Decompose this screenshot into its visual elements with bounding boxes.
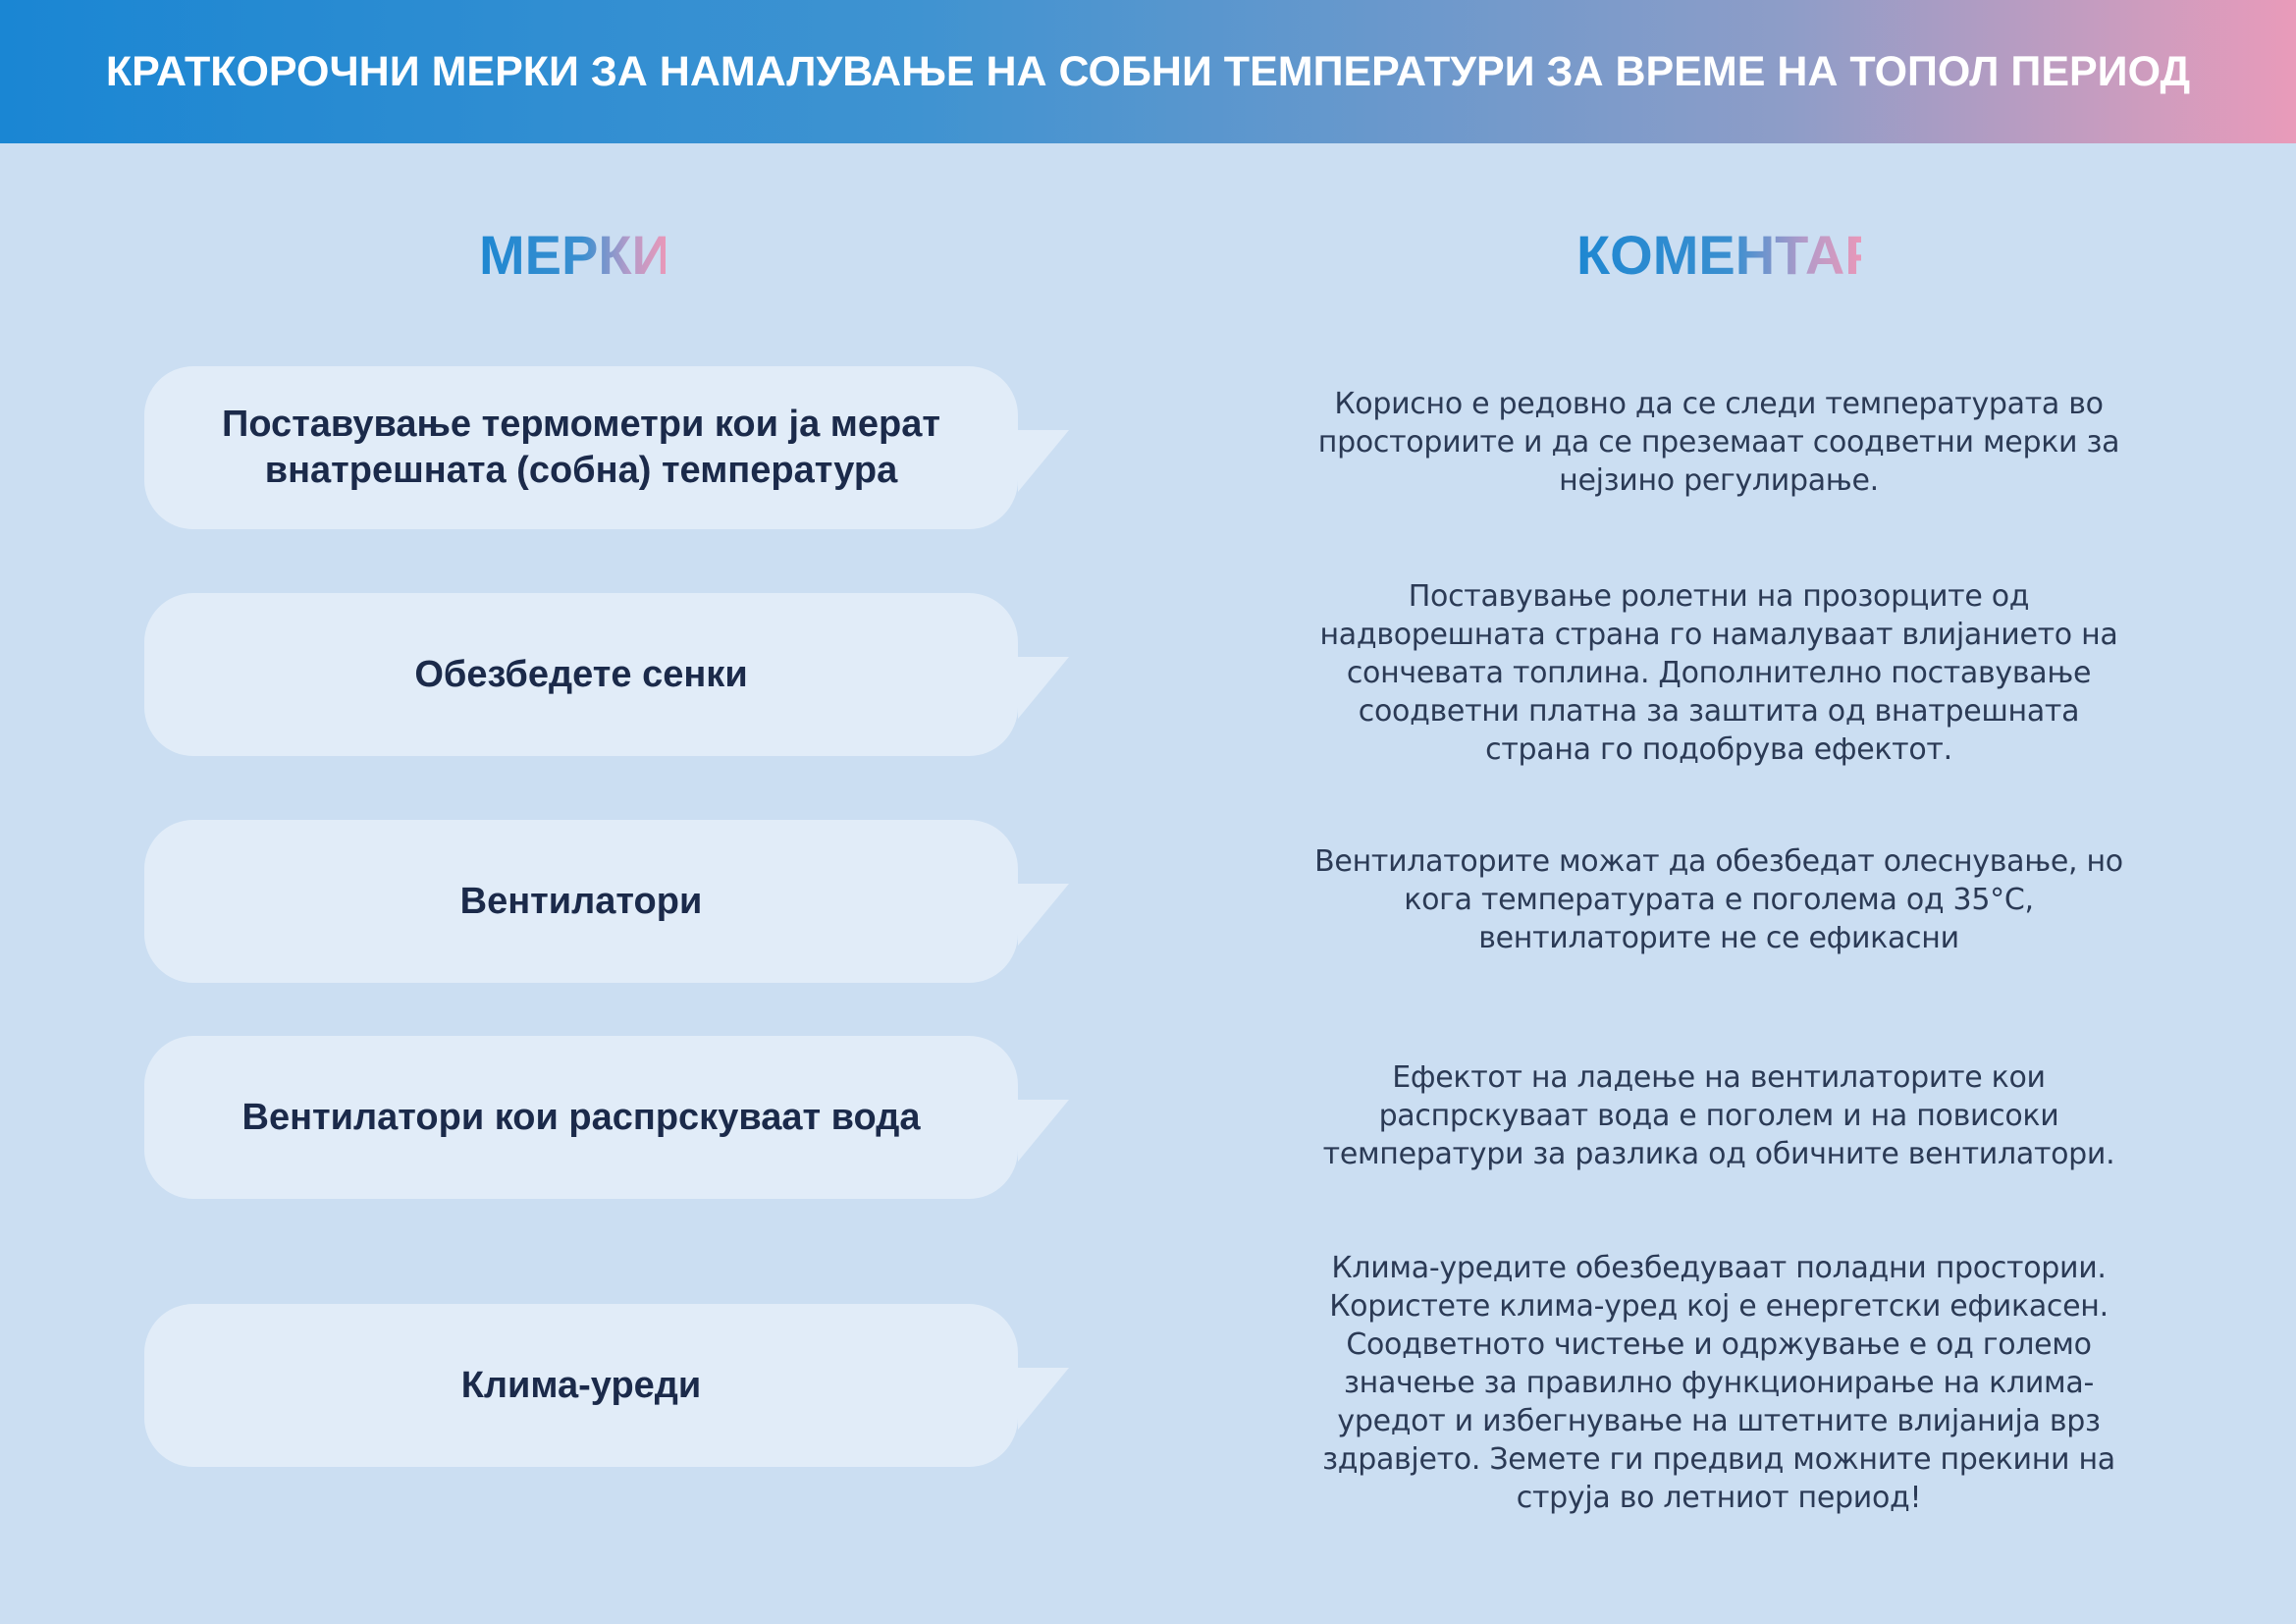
measure-bubble (144, 366, 1018, 529)
measure-label: Вентилатори (459, 880, 703, 922)
comment-text: Корисно е редовно да се следи температурата во просториите и да се преземаат соодветни мерки за нејзино регулирање. (1317, 387, 2120, 498)
measure-label: Клима-уреди (460, 1364, 702, 1406)
measure-bubble (144, 820, 1018, 983)
comment-text: Вентилаторите можат да обезбедат олеснување, но кога температурата е поголема од 35°С, вентилаторите не се ефикасни (1314, 844, 2123, 955)
measures-heading: МЕРКИ (479, 216, 666, 295)
comment-heading: КОМЕНТАР (1576, 216, 1861, 295)
measure-label: Вентилатори кои распрскуваат вода (241, 1096, 921, 1138)
measure-label: Поставување термометри кои ја мерат внатрешната (собна) температура (222, 404, 940, 491)
comment-text: Клима-уредите обезбедуваат поладни простории. Користете клима-уред кој е енергетски ефикасен. Соодветното чистење и одржување е од големо значење за правилно функционирање на клима-уредот и избегнување на штетните влијанија врз здравјето. Земете ги предвид можните прекини на струја во летниот период! (1322, 1251, 2115, 1515)
measure-bubble (144, 1036, 1018, 1199)
measure-bubble (144, 1304, 1018, 1467)
comment-text: Поставување ролетни на прозорците од надворешната страна го намалуваат влијанието на сончевата топлина. Дополнително поставување соодветни платна за заштита од внатрешната страна го подобрува ефектот. (1319, 579, 2118, 767)
measure-bubble (144, 593, 1018, 756)
page-title: КРАТКОРОЧНИ МЕРКИ ЗА НАМАЛУВАЊЕ НА СОБНИ ТЕМПЕРАТУРИ ЗА ВРЕМЕ НА ТОПОЛ ПЕРИОД (105, 48, 2191, 95)
header-banner (0, 0, 2296, 143)
measure-label: Обезбедете сенки (414, 653, 748, 695)
comment-text: Ефектот на ладење на вентилаторите кои распрскуваат вода е поголем и на повисоки температури за разлика од обичните вентилатори. (1322, 1060, 2115, 1171)
